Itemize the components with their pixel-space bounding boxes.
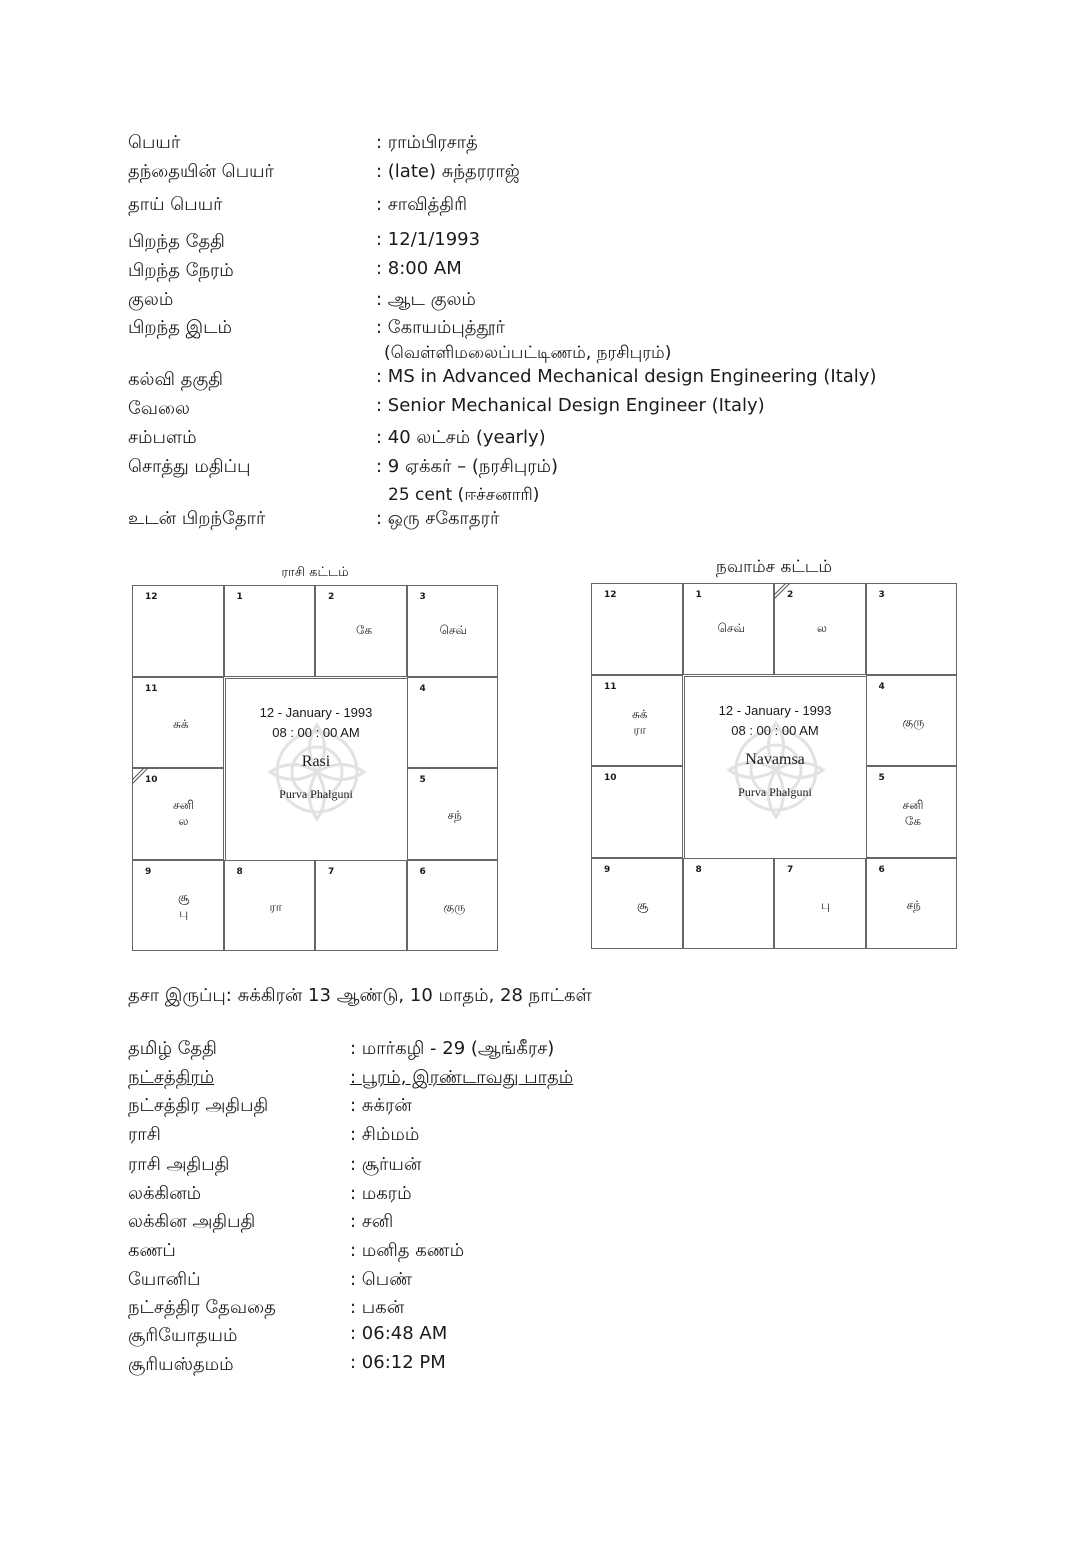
navamsa-house-11 xyxy=(591,675,683,767)
rasi-house-3 xyxy=(407,585,499,677)
dasha-balance: தசா இருப்பு: சுக்கிரன் 13 ஆண்டு, 10 மாதம், 28 நாட்கள் xyxy=(128,985,592,1006)
detail-value: : 8:00 AM xyxy=(376,258,462,279)
house-number: 6 xyxy=(419,866,426,877)
planet-label: சூ xyxy=(637,897,649,912)
planet-label: ல xyxy=(817,621,827,635)
navamsa-house-4 xyxy=(866,675,958,767)
astro-label: தமிழ் தேதி xyxy=(128,1038,217,1059)
property-detail: 25 cent (ஈச்சனாரி) xyxy=(388,485,540,505)
detail-label: சொத்து மதிப்பு xyxy=(128,456,251,477)
house-number: 8 xyxy=(236,866,243,877)
rasi-house-7 xyxy=(315,860,407,952)
navamsa-house-5 xyxy=(866,766,958,858)
detail-label: கல்வி தகுதி xyxy=(128,369,224,390)
house-number: 3 xyxy=(419,592,426,602)
detail-label: தந்தையின் பெயர் xyxy=(128,161,274,182)
planet-label: சுக் ரா xyxy=(632,706,648,737)
rasi-house-6 xyxy=(407,860,499,952)
planet-label: கே xyxy=(356,623,373,637)
navamsa-center-panel xyxy=(684,676,867,859)
detail-label: வேலை xyxy=(128,398,190,419)
astro-value: : 06:12 PM xyxy=(350,1352,446,1373)
detail-value: : சாவித்திரி xyxy=(376,194,468,215)
astro-label: கணப் xyxy=(128,1240,176,1261)
astro-label: யோனிப் xyxy=(128,1269,201,1290)
planet-label: சூ பு xyxy=(178,889,190,920)
rasi-center-panel xyxy=(225,678,408,861)
astro-value: : பெண் xyxy=(350,1269,413,1290)
astro-value: : 06:48 AM xyxy=(350,1323,448,1344)
planet-label: சந் xyxy=(906,897,921,912)
astro-value: : சிம்மம் xyxy=(350,1124,420,1145)
house-number: 5 xyxy=(419,775,426,785)
detail-value: : ஒரு சகோதரர் xyxy=(376,508,500,529)
detail-value: : ஆட குலம் xyxy=(376,289,476,310)
house-number: 9 xyxy=(145,866,152,877)
planet-label: சந் xyxy=(447,808,462,822)
planet-label: சுக் xyxy=(173,716,189,731)
detail-label: உடன் பிறந்தோர் xyxy=(128,508,266,529)
detail-value: : 40 லட்சம் (yearly) xyxy=(376,427,546,448)
navamsa-house-8 xyxy=(683,858,775,950)
astro-label: ராசி xyxy=(128,1124,161,1145)
planet-label: சனி கே xyxy=(902,798,924,828)
navamsa-chart-name: Navamsa xyxy=(745,750,805,768)
detail-value: : 9 ஏக்கர் – (நரசிபுரம்) xyxy=(376,456,559,477)
house-number: 9 xyxy=(604,864,611,875)
house-number: 2 xyxy=(787,590,794,600)
detail-label: பெயர் xyxy=(128,132,181,153)
astro-value: : மனித கணம் xyxy=(350,1240,465,1261)
detail-label: குலம் xyxy=(128,289,174,310)
astro-value: : மகரம் xyxy=(350,1183,412,1204)
astro-value: : பூரம், இரண்டாவது பாதம் xyxy=(350,1067,574,1088)
house-number: 4 xyxy=(419,683,426,694)
astro-label: நட்சத்திர தேவதை xyxy=(128,1297,276,1318)
detail-label: சம்பளம் xyxy=(128,427,197,448)
house-number: 3 xyxy=(878,590,885,600)
detail-value: : 12/1/1993 xyxy=(376,229,481,250)
house-number: 10 xyxy=(604,773,617,783)
navamsa-house-7 xyxy=(774,858,866,950)
astro-label: நட்சத்திர அதிபதி xyxy=(128,1095,269,1116)
rasi-star-name: Purva Phalguni xyxy=(279,786,353,801)
astro-label: நட்சத்திரம் xyxy=(128,1067,215,1088)
planet-label: பு xyxy=(821,897,830,912)
navamsa-house-3 xyxy=(866,583,958,675)
planet-label: ரா xyxy=(269,899,282,914)
astro-value: : மார்கழி - 29 (ஆங்கீரச) xyxy=(350,1038,555,1059)
navamsa-house-9 xyxy=(591,858,683,950)
lagna-mark xyxy=(132,768,152,788)
house-number: 2 xyxy=(328,592,335,602)
astro-value: : சனி xyxy=(350,1211,394,1232)
astro-label: ராசி அதிபதி xyxy=(128,1154,230,1175)
house-number: 12 xyxy=(145,592,158,602)
detail-value: : கோயம்புத்தூர் xyxy=(376,317,505,338)
detail-label: பிறந்த நேரம் xyxy=(128,260,234,281)
rasi-house-8 xyxy=(224,860,316,952)
detail-value: : Senior Mechanical Design Engineer (Italy) xyxy=(376,395,765,416)
astro-value: : சூர்யன் xyxy=(350,1154,422,1175)
house-number: 10 xyxy=(145,775,158,785)
navamsa-house-10 xyxy=(591,766,683,858)
detail-value: : (late) சுந்தரராஜ் xyxy=(376,161,520,182)
rasi-house-4 xyxy=(407,677,499,769)
astro-label: லக்கின அதிபதி xyxy=(128,1211,256,1232)
house-number: 7 xyxy=(787,864,794,875)
planet-label: சனி ல xyxy=(173,798,194,828)
lagna-mark xyxy=(774,583,794,603)
astro-value: : சுக்ரன் xyxy=(350,1095,412,1116)
rasi-chart-title: ராசி கட்டம் xyxy=(281,565,349,580)
astro-label: லக்கினம் xyxy=(128,1183,202,1204)
house-number: 11 xyxy=(145,683,158,694)
detail-label: தாய் பெயர் xyxy=(128,194,223,215)
birthplace-detail: (வெள்ளிமலைப்பட்டிணம், நரசிபுரம்) xyxy=(384,343,672,363)
house-number: 5 xyxy=(878,773,885,783)
house-number: 8 xyxy=(695,864,702,875)
astro-label: சூரியஸ்தமம் xyxy=(128,1354,234,1375)
navamsa-house-12 xyxy=(591,583,683,675)
planet-label: குரு xyxy=(443,899,466,914)
house-number: 1 xyxy=(695,590,702,600)
planet-label: செவ் xyxy=(439,623,467,637)
house-number: 11 xyxy=(604,681,617,692)
navamsa-birth-date: 12 - January - 1993 xyxy=(718,702,832,718)
astro-label: சூரியோதயம் xyxy=(128,1325,238,1346)
house-number: 12 xyxy=(604,590,617,600)
navamsa-chart-title: நவாம்ச கட்டம் xyxy=(715,557,833,577)
detail-label: பிறந்த தேதி xyxy=(128,231,225,252)
rasi-birth-time: 08 : 00 : 00 AM xyxy=(272,724,360,740)
rasi-house-9 xyxy=(132,860,224,952)
rasi-house-2 xyxy=(315,585,407,677)
detail-value: : ராம்பிரசாத் xyxy=(376,132,478,153)
rasi-chart-name: Rasi xyxy=(301,752,331,770)
planet-label: குரு xyxy=(902,714,925,729)
rasi-house-5 xyxy=(407,768,499,860)
navamsa-house-1 xyxy=(683,583,775,675)
house-number: 1 xyxy=(236,592,243,602)
detail-value: : MS in Advanced Mechanical design Engineering (Italy) xyxy=(376,366,877,387)
navamsa-house-6 xyxy=(866,858,958,950)
detail-label: பிறந்த இடம் xyxy=(128,317,232,338)
rasi-chart xyxy=(132,585,498,951)
navamsa-chart xyxy=(591,583,957,949)
house-number: 4 xyxy=(878,681,885,692)
planet-label: செவ் xyxy=(717,621,745,635)
astro-value: : பகன் xyxy=(350,1297,405,1318)
house-number: 6 xyxy=(878,864,885,875)
rasi-house-11 xyxy=(132,677,224,769)
rasi-birth-date: 12 - January - 1993 xyxy=(259,704,373,720)
rasi-house-1 xyxy=(224,585,316,677)
house-number: 7 xyxy=(328,866,335,877)
rasi-house-12 xyxy=(132,585,224,677)
navamsa-birth-time: 08 : 00 : 00 AM xyxy=(731,722,819,738)
navamsa-star-name: Purva Phalguni xyxy=(738,784,812,799)
